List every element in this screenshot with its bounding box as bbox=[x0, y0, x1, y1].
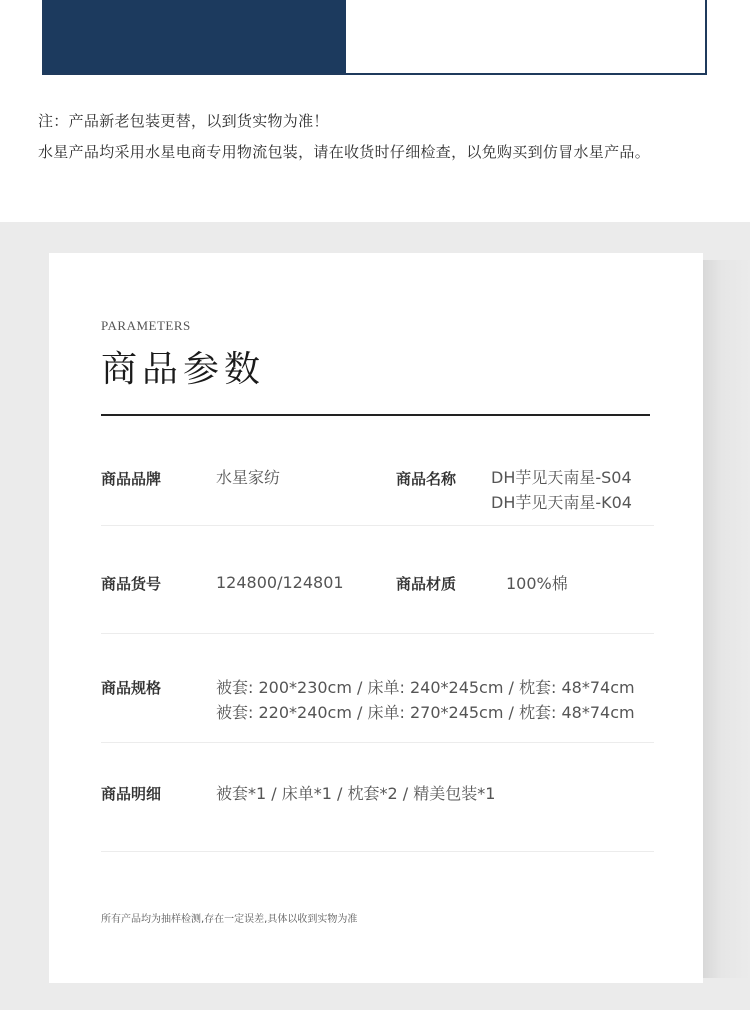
row-divider bbox=[101, 742, 654, 743]
packaging-note: 注：产品新老包装更替，以到货实物为准！ bbox=[38, 112, 329, 130]
detail-value: 被套*1 / 床单*1 / 枕套*2 / 精美包装*1 bbox=[216, 784, 496, 803]
sampling-footnote: 所有产品均为抽样检测,存在一定误差,具体以收到实物为准 bbox=[101, 914, 358, 925]
card-shadow bbox=[703, 260, 750, 978]
top-section bbox=[0, 0, 750, 222]
material-value: 100%棉 bbox=[506, 574, 568, 593]
brand-label: 商品品牌 bbox=[101, 470, 162, 488]
parameters-eyebrow: PARAMETERS bbox=[101, 318, 191, 333]
parameters-title: 商品参数 bbox=[101, 349, 266, 390]
spec-label: 商品规格 bbox=[101, 679, 162, 697]
logistics-note: 水星产品均采用水星电商专用物流包装，请在收货时仔细检查，以免购买到仿冒水星产品。 bbox=[38, 143, 651, 161]
material-label: 商品材质 bbox=[396, 575, 457, 593]
package-navy-block bbox=[44, 0, 346, 73]
row-divider bbox=[101, 851, 654, 852]
name-label: 商品名称 bbox=[396, 470, 457, 488]
name-value-1: DH芋见天南星-S04 bbox=[491, 468, 632, 487]
spec-value-1: 被套: 200*230cm / 床单: 240*245cm / 枕套: 48*74cm bbox=[216, 678, 635, 697]
parameters-card bbox=[49, 253, 703, 983]
package-image bbox=[42, 0, 707, 75]
row-divider bbox=[101, 525, 654, 526]
brand-value: 水星家纺 bbox=[216, 468, 281, 487]
spec-value-2: 被套: 220*240cm / 床单: 270*245cm / 枕套: 48*74cm bbox=[216, 703, 635, 722]
sku-label: 商品货号 bbox=[101, 575, 162, 593]
sku-value: 124800/124801 bbox=[216, 573, 344, 592]
title-rule bbox=[101, 414, 650, 416]
row-divider bbox=[101, 633, 654, 634]
detail-label: 商品明细 bbox=[101, 785, 162, 803]
name-value-2: DH芋见天南星-K04 bbox=[491, 493, 632, 512]
